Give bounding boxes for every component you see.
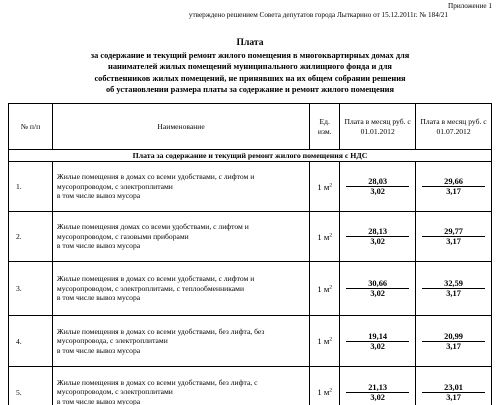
row-unit-cell	[310, 162, 340, 212]
column-header-num: № п/п	[9, 104, 53, 150]
row-price-jul: 32,59	[444, 279, 463, 288]
row-unit-cell	[310, 212, 340, 262]
row-price-jul-waste: 3,17	[422, 392, 485, 402]
row-name: Жилые помещения в домах со всеми удобствами, с лифтом и мусоропроводом, с электроплитами, с теплообменниками	[56, 274, 255, 293]
row-subitem: в том числе вывоз мусора	[56, 191, 141, 201]
row-unit: 1 м	[317, 231, 330, 242]
row-subitem: в том числе вывоз мусора	[56, 293, 141, 303]
row-unit: 1 м	[317, 387, 330, 397]
row-price-jan-waste: 3,02	[346, 341, 409, 351]
appendix-line-1: Приложение 1	[448, 2, 492, 10]
row-subitem: в том числе вывоз мусора	[56, 241, 141, 251]
row-price-jan: 28,13	[368, 227, 388, 236]
row-name-cell	[52, 162, 309, 212]
row-price-jan-cell	[340, 367, 416, 405]
row-number: 4.	[9, 316, 53, 367]
row-price-jul-cell	[416, 316, 492, 367]
row-price-jul-cell	[416, 367, 492, 405]
row-name-cell	[52, 212, 309, 262]
row-price-jul-waste: 3,17	[422, 341, 485, 351]
row-name: Жилые помещения в домах со всеми удобствами, без лифта, без мусоропровода, с электроплитами	[56, 326, 265, 346]
row-name-cell	[52, 316, 309, 367]
title-line-2: нанимателей жилых помещений муниципального жилищного фонда и для	[108, 62, 392, 71]
column-header-price-jan: Плата в месяц руб. с 01.01.2012	[340, 104, 416, 150]
section-title: Плата за содержание и текущий ремонт жилого помещения с НДС	[9, 150, 492, 162]
table-row	[9, 367, 492, 405]
row-price-jan-cell	[340, 316, 416, 367]
table-row	[9, 262, 492, 316]
row-unit-sup: 2	[329, 181, 333, 188]
appendix-line-2: утверждено решением Совета депутатов города Лыткарино от 15.12.2011г. № 184/21	[188, 11, 448, 19]
title-line-3: собственников жилых помещений, не принявших на их общем собрании решения	[94, 73, 406, 83]
document-title	[0, 37, 500, 96]
appendix-note	[189, 2, 492, 20]
row-price-jul-waste: 3,17	[422, 236, 485, 246]
row-price-jan: 30,66	[368, 279, 388, 288]
row-unit: 1 м	[317, 336, 330, 346]
row-name-cell	[52, 367, 309, 405]
row-price-jan-waste: 3,02	[346, 186, 409, 196]
row-unit-cell	[310, 367, 340, 405]
row-name: Жилые помещения в домах со всеми удобствами, с лифтом и мусоропроводом, с электроплитами	[56, 172, 255, 191]
row-name-cell	[52, 262, 309, 316]
row-number: 3.	[9, 262, 53, 316]
row-price-jul: 20,99	[444, 331, 463, 341]
row-unit: 1 м	[317, 181, 330, 192]
table-header-row	[9, 104, 492, 150]
row-number: 5.	[9, 367, 53, 405]
row-price-jan-cell	[340, 262, 416, 316]
title-line-1: за содержание и текущий ремонт жилого помещения в многоквартирных домах для	[90, 50, 410, 60]
row-number: 1.	[9, 162, 53, 212]
row-price-jan: 28,03	[368, 177, 388, 186]
row-subitem: в том числе вывоз мусора	[56, 396, 141, 405]
row-price-jul: 29,77	[444, 227, 463, 236]
row-price-jan: 21,13	[368, 382, 388, 392]
column-header-unit: Ед. изм.	[310, 104, 340, 150]
row-price-jul: 29,66	[444, 177, 463, 186]
row-unit-cell	[310, 316, 340, 367]
row-price-jul-cell	[416, 212, 492, 262]
row-price-jan-waste: 3,02	[346, 236, 409, 246]
row-unit-sup: 2	[329, 387, 333, 394]
row-price-jan-cell	[340, 212, 416, 262]
row-unit-sup: 2	[329, 283, 333, 290]
row-price-jan: 19,14	[368, 331, 388, 341]
title-line-4: об установлении размера платы за содержание и ремонт жилого помещения	[105, 85, 395, 94]
row-price-jul-waste: 3,17	[422, 186, 485, 196]
row-price-jul-cell	[416, 162, 492, 212]
section-row	[9, 150, 492, 162]
row-unit-cell	[310, 262, 340, 316]
row-name: Жилые помещения в домах со всеми удобствами, без лифта, с мусоропроводом, с электроплитами	[56, 377, 258, 397]
row-price-jul-waste: 3,17	[422, 288, 485, 298]
table-row	[9, 162, 492, 212]
table-row	[9, 316, 492, 367]
fees-table	[8, 103, 492, 405]
column-header-name: Наименование	[52, 104, 309, 150]
row-price-jan-cell	[340, 162, 416, 212]
row-price-jul: 23,01	[444, 382, 463, 392]
column-header-price-jul: Плата в месяц руб. с 01.07.2012	[416, 104, 492, 150]
row-price-jan-waste: 3,02	[346, 288, 409, 298]
row-subitem: в том числе вывоз мусора	[56, 345, 141, 355]
row-unit-sup: 2	[329, 336, 333, 343]
row-unit: 1 м	[317, 283, 330, 294]
row-price-jul-cell	[416, 262, 492, 316]
row-name: Жилые помещения домах со всеми удобствами, с лифтом и мусоропроводом, с газовыми приборами	[56, 222, 249, 241]
row-price-jan-waste: 3,02	[346, 392, 409, 402]
row-unit-sup: 2	[329, 231, 333, 238]
row-number: 2.	[9, 212, 53, 262]
table-row	[9, 212, 492, 262]
title-main: Плата	[236, 37, 264, 48]
